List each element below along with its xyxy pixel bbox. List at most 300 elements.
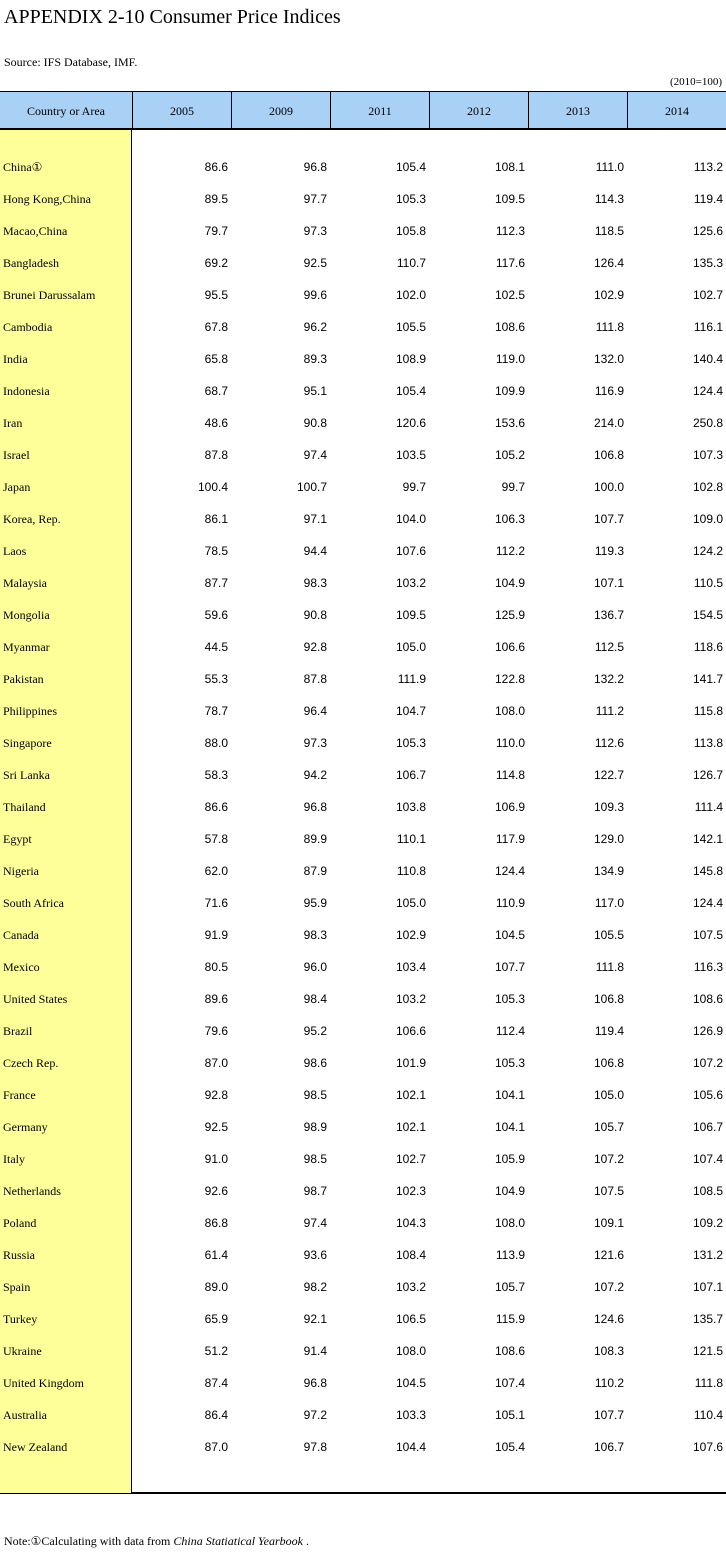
cpi-value-2011: 102.0 (395, 288, 426, 302)
country-name: Australia (3, 1408, 47, 1422)
country-name: Netherlands (3, 1184, 61, 1198)
cpi-value-2012: 109.9 (494, 384, 525, 398)
cpi-value-2011: 103.2 (395, 576, 426, 590)
cpi-value-2013: 117.0 (594, 896, 624, 910)
cpi-value-2011: 120.6 (395, 416, 426, 430)
cpi-value-2005: 86.8 (204, 1216, 228, 1230)
cpi-value-2009: 96.2 (303, 320, 327, 334)
table-row (0, 855, 726, 887)
cpi-value-2013: 132.0 (593, 352, 624, 366)
cpi-value-2009: 98.6 (303, 1056, 327, 1070)
cpi-value-2014: 141.7 (692, 672, 723, 686)
country-name: Philippines (3, 704, 58, 718)
cpi-value-2005: 88.0 (204, 736, 228, 750)
cpi-value-2009: 89.9 (303, 832, 327, 846)
table-row (0, 151, 726, 183)
cpi-value-2014: 113.2 (693, 160, 723, 174)
cpi-value-2005: 87.8 (204, 448, 228, 462)
cpi-value-2011: 108.4 (395, 1248, 426, 1262)
cpi-value-2011: 103.2 (395, 992, 426, 1006)
cpi-value-2009: 94.4 (303, 544, 327, 558)
page-title: APPENDIX 2-10 Consumer Price Indices (4, 6, 341, 28)
country-name: Pakistan (3, 672, 44, 686)
table-row (0, 1431, 726, 1463)
cpi-value-2005: 100.4 (197, 480, 228, 494)
cpi-value-2009: 97.7 (303, 192, 327, 206)
country-name: United States (3, 992, 68, 1006)
country-name: Nigeria (3, 864, 39, 878)
cpi-value-2012: 104.9 (494, 576, 525, 590)
cpi-value-2012: 114.8 (495, 768, 525, 782)
cpi-value-2009: 98.4 (303, 992, 327, 1006)
cpi-value-2012: 108.0 (494, 704, 525, 718)
cpi-value-2011: 111.9 (397, 672, 426, 686)
cpi-value-2009: 98.9 (303, 1120, 327, 1134)
cpi-value-2014: 154.5 (692, 608, 723, 622)
cpi-value-2014: 108.6 (692, 992, 723, 1006)
table-row (0, 1239, 726, 1271)
cpi-value-2005: 61.4 (204, 1248, 228, 1262)
cpi-value-2013: 112.6 (594, 736, 624, 750)
cpi-value-2009: 93.6 (303, 1248, 327, 1262)
cpi-value-2014: 106.7 (692, 1120, 723, 1134)
cpi-value-2013: 122.7 (593, 768, 624, 782)
cpi-value-2011: 104.0 (395, 512, 426, 526)
cpi-value-2011: 102.3 (395, 1184, 426, 1198)
cpi-value-2013: 107.7 (593, 1408, 624, 1422)
cpi-value-2013: 107.2 (593, 1280, 624, 1294)
cpi-value-2005: 87.0 (204, 1056, 228, 1070)
cpi-value-2005: 79.6 (204, 1024, 228, 1038)
country-name: Sri Lanka (3, 768, 50, 782)
cpi-value-2005: 78.7 (204, 704, 228, 718)
cpi-value-2014: 145.8 (692, 864, 723, 878)
cpi-value-2011: 106.6 (395, 1024, 426, 1038)
country-name: South Africa (3, 896, 64, 910)
country-name: France (3, 1088, 36, 1102)
table-row (0, 599, 726, 631)
cpi-value-2005: 65.9 (204, 1312, 228, 1326)
cpi-value-2009: 96.8 (303, 160, 327, 174)
cpi-value-2009: 89.3 (303, 352, 327, 366)
cpi-value-2012: 110.0 (495, 736, 525, 750)
cpi-value-2012: 112.2 (495, 544, 525, 558)
cpi-value-2012: 104.9 (494, 1184, 525, 1198)
table-row (0, 567, 726, 599)
cpi-value-2014: 124.4 (692, 896, 723, 910)
cpi-value-2005: 67.8 (204, 320, 228, 334)
cpi-value-2014: 107.4 (692, 1152, 723, 1166)
cpi-value-2011: 103.8 (395, 800, 426, 814)
country-name: Laos (3, 544, 27, 558)
cpi-value-2012: 109.5 (494, 192, 525, 206)
cpi-value-2011: 110.1 (396, 832, 426, 846)
cpi-value-2013: 106.8 (593, 448, 624, 462)
cpi-value-2005: 51.2 (204, 1344, 228, 1358)
cpi-value-2013: 107.7 (593, 512, 624, 526)
cpi-value-2014: 126.9 (692, 1024, 723, 1038)
cpi-value-2011: 105.4 (395, 384, 426, 398)
cpi-value-2014: 109.2 (692, 1216, 723, 1230)
country-name: Japan (3, 480, 31, 494)
cpi-value-2012: 108.6 (494, 1344, 525, 1358)
cpi-value-2005: 89.0 (204, 1280, 228, 1294)
cpi-value-2009: 98.3 (303, 928, 327, 942)
table-row (0, 1079, 726, 1111)
table-row (0, 919, 726, 951)
country-name: Czech Rep. (3, 1056, 59, 1070)
cpi-value-2011: 105.8 (395, 224, 426, 238)
cpi-value-2012: 122.8 (494, 672, 525, 686)
table-row (0, 279, 726, 311)
cpi-value-2014: 119.4 (693, 192, 723, 206)
country-name: Spain (3, 1280, 31, 1294)
column-header-2009: 2009 (231, 92, 330, 128)
cpi-value-2012: 105.3 (494, 1056, 525, 1070)
cpi-value-2012: 102.5 (494, 288, 525, 302)
table-row (0, 1143, 726, 1175)
cpi-value-2012: 105.7 (494, 1280, 525, 1294)
cpi-value-2014: 109.0 (692, 512, 723, 526)
cpi-value-2005: 58.3 (204, 768, 228, 782)
country-name: Korea, Rep. (3, 512, 61, 526)
country-name: Hong Kong,China (3, 192, 91, 206)
cpi-table (0, 91, 726, 1494)
cpi-value-2011: 104.7 (395, 704, 426, 718)
table-row (0, 1047, 726, 1079)
cpi-value-2011: 109.5 (395, 608, 426, 622)
column-header-2011: 2011 (330, 92, 429, 128)
table-row (0, 1175, 726, 1207)
cpi-value-2013: 119.4 (594, 1024, 624, 1038)
cpi-value-2012: 108.0 (494, 1216, 525, 1230)
cpi-value-2012: 117.6 (495, 256, 525, 270)
cpi-value-2005: 62.0 (204, 864, 228, 878)
cpi-value-2009: 87.9 (303, 864, 327, 878)
cpi-value-2009: 97.4 (303, 448, 327, 462)
cpi-value-2009: 97.1 (303, 512, 327, 526)
table-row (0, 439, 726, 471)
cpi-value-2005: 89.5 (204, 192, 228, 206)
footnote-prefix: Note:①Calculating with data from (4, 1534, 174, 1548)
table-row (0, 183, 726, 215)
cpi-value-2014: 135.7 (692, 1312, 723, 1326)
cpi-value-2013: 119.3 (594, 544, 624, 558)
cpi-value-2011: 105.3 (395, 192, 426, 206)
cpi-value-2005: 92.8 (204, 1088, 228, 1102)
cpi-value-2014: 116.3 (693, 960, 723, 974)
cpi-value-2009: 95.1 (303, 384, 327, 398)
country-name: Israel (3, 448, 30, 462)
cpi-value-2013: 111.0 (595, 160, 624, 174)
cpi-value-2011: 105.0 (395, 640, 426, 654)
cpi-value-2011: 104.4 (395, 1440, 426, 1454)
cpi-value-2005: 87.7 (204, 576, 228, 590)
cpi-value-2012: 113.9 (495, 1248, 525, 1262)
cpi-value-2013: 112.5 (594, 640, 624, 654)
cpi-value-2014: 107.3 (692, 448, 723, 462)
cpi-value-2014: 107.1 (692, 1280, 723, 1294)
country-name: Iran (3, 416, 23, 430)
cpi-value-2012: 105.2 (494, 448, 525, 462)
table-row (0, 375, 726, 407)
country-name: Brazil (3, 1024, 33, 1038)
cpi-value-2005: 86.6 (204, 800, 228, 814)
cpi-value-2005: 71.6 (204, 896, 228, 910)
cpi-value-2005: 44.5 (204, 640, 228, 654)
cpi-value-2012: 117.9 (495, 832, 525, 846)
cpi-value-2014: 142.1 (692, 832, 723, 846)
country-name: Russia (3, 1248, 36, 1262)
column-header-2013: 2013 (528, 92, 627, 128)
cpi-value-2009: 98.5 (303, 1088, 327, 1102)
column-header-2012: 2012 (429, 92, 528, 128)
cpi-value-2014: 111.4 (694, 800, 723, 814)
cpi-value-2011: 102.1 (395, 1088, 426, 1102)
cpi-value-2014: 111.8 (694, 1376, 723, 1390)
cpi-value-2011: 103.5 (395, 448, 426, 462)
table-row (0, 1271, 726, 1303)
cpi-value-2009: 96.8 (303, 800, 327, 814)
table-row (0, 1015, 726, 1047)
cpi-value-2014: 107.5 (692, 928, 723, 942)
cpi-value-2013: 129.0 (593, 832, 624, 846)
cpi-value-2009: 94.2 (303, 768, 327, 782)
table-row (0, 471, 726, 503)
cpi-value-2009: 97.4 (303, 1216, 327, 1230)
table-row (0, 695, 726, 727)
cpi-value-2005: 89.6 (204, 992, 228, 1006)
cpi-value-2009: 96.8 (303, 1376, 327, 1390)
cpi-value-2009: 96.0 (303, 960, 327, 974)
country-name: Macao,China (3, 224, 68, 238)
cpi-value-2013: 111.2 (595, 704, 624, 718)
cpi-value-2009: 98.3 (303, 576, 327, 590)
country-name: Ukraine (3, 1344, 42, 1358)
cpi-value-2005: 80.5 (204, 960, 228, 974)
table-row (0, 503, 726, 535)
cpi-value-2009: 96.4 (303, 704, 327, 718)
cpi-value-2011: 103.2 (395, 1280, 426, 1294)
cpi-value-2013: 106.8 (593, 992, 624, 1006)
cpi-value-2009: 98.7 (303, 1184, 327, 1198)
cpi-value-2012: 107.7 (494, 960, 525, 974)
country-name: Egypt (3, 832, 32, 846)
cpi-value-2005: 69.2 (204, 256, 228, 270)
table-row (0, 759, 726, 791)
cpi-value-2012: 107.4 (494, 1376, 525, 1390)
cpi-value-2013: 105.7 (593, 1120, 624, 1134)
cpi-value-2013: 111.8 (595, 320, 624, 334)
cpi-value-2014: 125.6 (692, 224, 723, 238)
cpi-value-2014: 124.4 (692, 384, 723, 398)
cpi-value-2014: 250.8 (692, 416, 723, 430)
cpi-value-2013: 116.9 (594, 384, 624, 398)
footnote-suffix: . (302, 1534, 309, 1548)
cpi-value-2009: 97.8 (303, 1440, 327, 1454)
cpi-value-2012: 105.4 (494, 1440, 525, 1454)
cpi-value-2013: 109.1 (593, 1216, 624, 1230)
cpi-value-2011: 99.7 (402, 480, 426, 494)
country-name: Mexico (3, 960, 40, 974)
cpi-value-2013: 114.3 (594, 192, 624, 206)
country-name: Canada (3, 928, 39, 942)
cpi-value-2014: 110.4 (693, 1408, 723, 1422)
footnote (4, 1534, 309, 1548)
cpi-value-2005: 57.8 (204, 832, 228, 846)
country-name: United Kingdom (3, 1376, 84, 1390)
table-row (0, 823, 726, 855)
table-row (0, 983, 726, 1015)
cpi-value-2014: 124.2 (692, 544, 723, 558)
cpi-value-2012: 106.3 (494, 512, 525, 526)
cpi-value-2005: 68.7 (204, 384, 228, 398)
cpi-value-2005: 86.4 (204, 1408, 228, 1422)
cpi-value-2014: 116.1 (693, 320, 723, 334)
cpi-value-2011: 106.7 (395, 768, 426, 782)
country-name: Indonesia (3, 384, 50, 398)
cpi-value-2014: 135.3 (692, 256, 723, 270)
table-header (0, 92, 726, 130)
cpi-value-2013: 100.0 (593, 480, 624, 494)
country-name: Bangladesh (3, 256, 59, 270)
cpi-value-2013: 132.2 (593, 672, 624, 686)
cpi-value-2012: 125.9 (494, 608, 525, 622)
cpi-value-2011: 105.0 (395, 896, 426, 910)
cpi-value-2011: 104.5 (395, 1376, 426, 1390)
table-row (0, 1303, 726, 1335)
cpi-value-2013: 110.2 (594, 1376, 624, 1390)
country-name: Poland (3, 1216, 37, 1230)
cpi-value-2013: 126.4 (593, 256, 624, 270)
cpi-value-2011: 110.7 (396, 256, 426, 270)
cpi-value-2009: 95.9 (303, 896, 327, 910)
table-row (0, 1207, 726, 1239)
cpi-value-2011: 105.3 (395, 736, 426, 750)
cpi-value-2013: 102.9 (593, 288, 624, 302)
cpi-value-2014: 118.6 (693, 640, 723, 654)
table-row (0, 1367, 726, 1399)
cpi-value-2011: 102.7 (395, 1152, 426, 1166)
cpi-value-2011: 103.3 (395, 1408, 426, 1422)
cpi-value-2012: 124.4 (494, 864, 525, 878)
cpi-value-2005: 92.5 (204, 1120, 228, 1134)
cpi-value-2005: 55.3 (204, 672, 228, 686)
cpi-value-2009: 90.8 (303, 608, 327, 622)
table-row (0, 663, 726, 695)
cpi-value-2012: 112.4 (495, 1024, 525, 1038)
table-row (0, 535, 726, 567)
cpi-value-2012: 110.9 (495, 896, 525, 910)
cpi-value-2005: 86.1 (204, 512, 228, 526)
cpi-value-2012: 112.3 (495, 224, 525, 238)
cpi-value-2011: 108.0 (395, 1344, 426, 1358)
country-name: China① (3, 160, 43, 174)
cpi-value-2009: 92.8 (303, 640, 327, 654)
cpi-value-2012: 105.1 (494, 1408, 525, 1422)
footnote-source-title: China Statiatical Yearbook (173, 1534, 303, 1548)
cpi-value-2009: 87.8 (303, 672, 327, 686)
cpi-value-2005: 79.7 (204, 224, 228, 238)
cpi-value-2014: 107.2 (692, 1056, 723, 1070)
table-row (0, 311, 726, 343)
cpi-value-2005: 86.6 (204, 160, 228, 174)
table-row (0, 407, 726, 439)
cpi-value-2012: 108.6 (494, 320, 525, 334)
cpi-value-2013: 124.6 (593, 1312, 624, 1326)
table-row (0, 727, 726, 759)
cpi-value-2014: 131.2 (692, 1248, 723, 1262)
cpi-value-2012: 104.1 (494, 1120, 525, 1134)
table-row (0, 1335, 726, 1367)
cpi-value-2012: 105.9 (494, 1152, 525, 1166)
cpi-value-2009: 97.3 (303, 224, 327, 238)
cpi-value-2014: 140.4 (692, 352, 723, 366)
cpi-value-2011: 106.5 (395, 1312, 426, 1326)
country-name: Mongolia (3, 608, 50, 622)
cpi-value-2013: 214.0 (593, 416, 624, 430)
cpi-value-2011: 104.3 (395, 1216, 426, 1230)
source-text: Source: IFS Database, IMF. (4, 55, 138, 69)
cpi-value-2012: 108.1 (494, 160, 525, 174)
cpi-value-2011: 108.9 (395, 352, 426, 366)
cpi-value-2009: 99.6 (303, 288, 327, 302)
country-name: India (3, 352, 28, 366)
table-row (0, 343, 726, 375)
cpi-value-2011: 107.6 (395, 544, 426, 558)
cpi-value-2014: 126.7 (692, 768, 723, 782)
country-name: Brunei Darussalam (3, 288, 96, 302)
cpi-value-2011: 101.9 (395, 1056, 426, 1070)
cpi-value-2005: 87.4 (204, 1376, 228, 1390)
cpi-value-2009: 92.5 (303, 256, 327, 270)
cpi-value-2013: 136.7 (593, 608, 624, 622)
cpi-value-2005: 95.5 (204, 288, 228, 302)
cpi-value-2013: 134.9 (593, 864, 624, 878)
cpi-value-2011: 105.4 (395, 160, 426, 174)
cpi-value-2005: 92.6 (204, 1184, 228, 1198)
country-name: New Zealand (3, 1440, 68, 1454)
cpi-value-2005: 59.6 (204, 608, 228, 622)
cpi-value-2012: 119.0 (495, 352, 525, 366)
cpi-value-2014: 105.6 (692, 1088, 723, 1102)
cpi-value-2011: 103.4 (395, 960, 426, 974)
cpi-value-2013: 107.1 (593, 576, 624, 590)
cpi-value-2012: 115.9 (495, 1312, 525, 1326)
cpi-value-2011: 102.1 (395, 1120, 426, 1134)
cpi-value-2005: 48.6 (204, 416, 228, 430)
country-name: Cambodia (3, 320, 53, 334)
cpi-value-2012: 99.7 (501, 480, 525, 494)
cpi-value-2013: 108.3 (593, 1344, 624, 1358)
cpi-value-2009: 98.5 (303, 1152, 327, 1166)
table-row (0, 887, 726, 919)
table-row (0, 791, 726, 823)
cpi-value-2013: 107.2 (593, 1152, 624, 1166)
cpi-value-2013: 111.8 (595, 960, 624, 974)
table-row (0, 951, 726, 983)
cpi-value-2009: 90.8 (303, 416, 327, 430)
table-row (0, 215, 726, 247)
cpi-value-2009: 100.7 (296, 480, 327, 494)
cpi-value-2009: 92.1 (303, 1312, 327, 1326)
cpi-value-2009: 97.2 (303, 1408, 327, 1422)
country-name: Italy (3, 1152, 25, 1166)
country-name: Malaysia (3, 576, 47, 590)
cpi-value-2012: 106.9 (494, 800, 525, 814)
cpi-value-2014: 102.7 (692, 288, 723, 302)
cpi-value-2005: 91.0 (204, 1152, 228, 1166)
